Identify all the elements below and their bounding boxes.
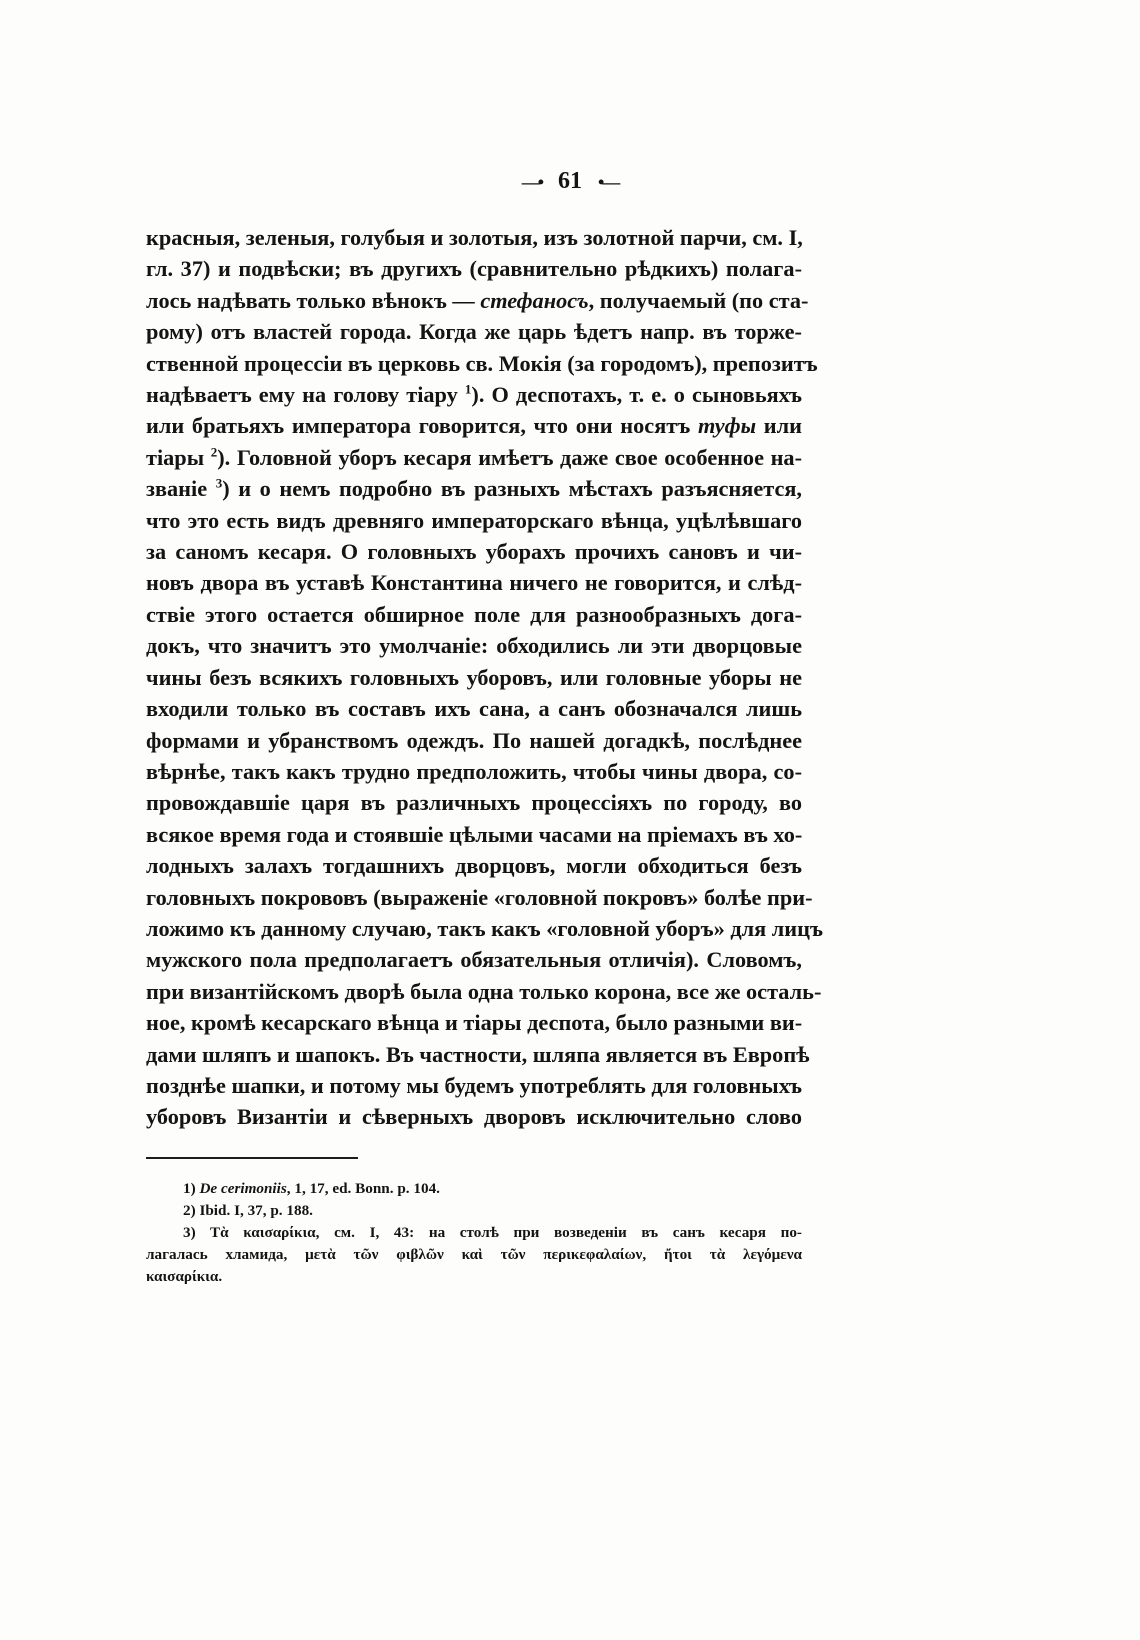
text-line: гл. 37) и подвѣски; въ другихъ (сравнительно рѣдкихъ) полага-: [146, 256, 802, 282]
text-segment: или: [756, 413, 803, 439]
text-line: позднѣе шапки, и потому мы будемъ употреблять для головныхъ: [146, 1072, 802, 1098]
text-line: чины безъ всякихъ головныхъ уборовъ, или головные уборы не: [146, 664, 802, 690]
page-header: [0, 168, 1140, 195]
footnote-2: 2) Ibid. I, 37, p. 188.: [183, 1202, 313, 1219]
text-line: головныхъ покрововъ (выраженіе «головной покровъ» болѣе при-: [146, 884, 813, 910]
text-line: всякое время года и стоявшіе цѣлыми часами на пріемахъ въ хо-: [146, 821, 803, 847]
text-line: формами и убранствомъ одеждъ. По нашей догадкѣ, послѣднее: [146, 727, 802, 753]
main-text: [146, 222, 823, 1133]
footnote-divider: [146, 1157, 358, 1159]
footnote-text: , 1, 17, ed. Bonn. p. 104.: [286, 1180, 440, 1197]
footnote-ref: 2: [210, 444, 218, 460]
footnote-title: De cerimoniis: [199, 1180, 287, 1197]
ornament-left: —•: [521, 172, 542, 192]
footnotes: [146, 1178, 802, 1288]
text-line: дами шляпъ и шапокъ. Въ частности, шляпа является въ Европѣ: [146, 1041, 810, 1067]
text-line: рому) отъ властей города. Когда же царь ѣдетъ напр. въ торже-: [146, 319, 802, 345]
footnote-3-end: καισαρίκια.: [146, 1268, 223, 1285]
text-line: новъ двора въ уставѣ Константина ничего не говорится, и слѣд-: [146, 570, 802, 596]
text-segment: ) и о немъ подробно въ разныхъ мѣстахъ разъясняется,: [222, 476, 803, 502]
text-line: уборовъ Византіи и сѣверныхъ дворовъ исключительно слово: [146, 1104, 802, 1130]
text-line: за саномъ кесаря. О головныхъ уборахъ прочихъ сановъ и чи-: [146, 539, 802, 565]
text-line: [146, 473, 802, 504]
text-line: мужского пола предполагаетъ обязательныя отличія). Словомъ,: [146, 947, 802, 973]
text-line: докъ, что значитъ это умолчаніе: обходились ли эти дворцовые: [146, 633, 802, 659]
text-segment: надѣваетъ ему на голову тіару: [146, 382, 458, 408]
footnote-3-cont: лагалась хламида, μετὰ τῶν φιβλῶν καὶ τῶν περικεφαλαίων, ἤτοι τὰ λεγόμενα: [146, 1246, 802, 1263]
footnote-3: 3) Τὰ καισαρίκια, см. I, 43: на столѣ при возведеніи въ санъ кесаря по-: [183, 1224, 802, 1241]
text-line: лодныхъ залахъ тогдашнихъ дворцовъ, могли обходиться безъ: [146, 853, 802, 879]
footnote-ref: 3: [215, 475, 223, 491]
text-segment: , получаемый (по ста-: [588, 287, 809, 313]
text-segment: ). Головной уборъ кесаря имѣетъ даже свое особенное на-: [217, 444, 802, 470]
text-line: ное, кромѣ кесарскаго вѣнца и тіары деспота, было разными ви-: [146, 1010, 803, 1036]
text-line: что это есть видъ древняго императорскаго вѣнца, уцѣлѣвшаго: [146, 507, 802, 533]
italic-term: стефаносъ: [480, 287, 589, 313]
text-segment: лось надѣвать только вѣнокъ —: [146, 287, 481, 313]
text-segment: или братьяхъ императора говорится, что они носятъ: [146, 413, 698, 439]
ornament-right: •—: [598, 172, 619, 192]
text-line: ложимо къ данному случаю, такъ какъ «головной уборъ» для лицъ: [146, 915, 823, 941]
text-line: красныя, зеленыя, голубыя и золотыя, изъ золотной парчи, см. I,: [146, 225, 803, 250]
text-segment: ). О деспотахъ, т. е. о сыновьяхъ: [471, 382, 802, 408]
text-line: [146, 285, 809, 316]
text-segment: тіары: [146, 444, 205, 470]
footnote-ref: 1: [464, 381, 472, 397]
italic-term: туфы: [697, 413, 757, 439]
text-line: при византійскомъ дворѣ была одна только корона, все же осталь-: [146, 978, 822, 1004]
text-line: ствіе этого остается обширное поле для разнообразныхъ дога-: [146, 601, 802, 627]
text-line: [146, 442, 802, 473]
text-segment: званіе: [146, 476, 208, 502]
text-line: ственной процессіи въ церковь св. Мокія (за городомъ), препозитъ: [146, 350, 818, 376]
text-line: входили только въ составъ ихъ сана, а санъ обозначался лишь: [146, 696, 802, 722]
text-line: провождавшіе царя въ различныхъ процессіяхъ по городу, во: [146, 790, 802, 816]
text-line: вѣрнѣе, такъ какъ трудно предположить, чтобы чины двора, со-: [146, 758, 802, 784]
footnote-1: [146, 1178, 802, 1200]
page-number: 61: [558, 168, 582, 194]
footnote-number: 1): [183, 1180, 196, 1197]
text-line: [146, 410, 802, 441]
text-line: [146, 379, 802, 410]
